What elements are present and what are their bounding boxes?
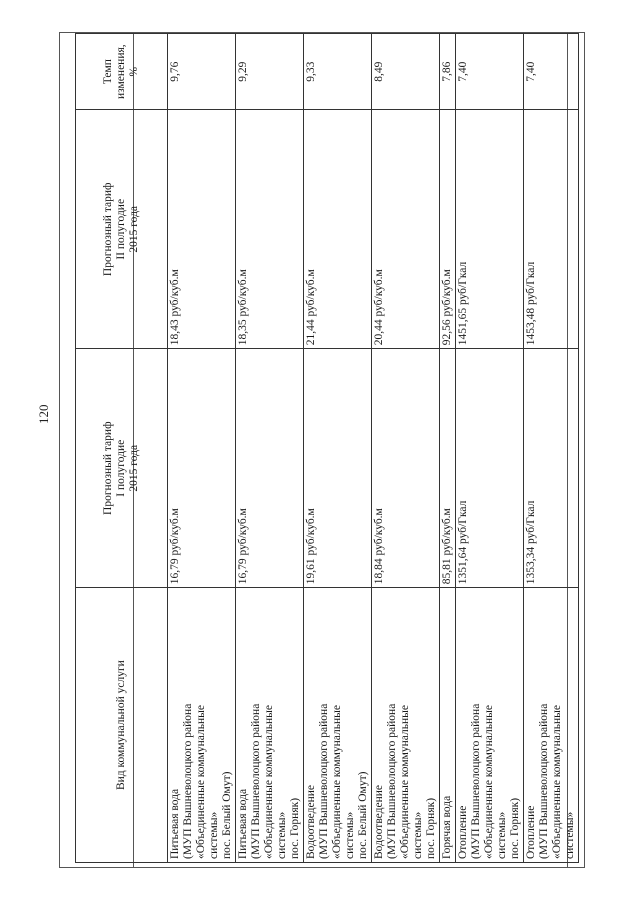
header-rate-line: изменения, [115,44,127,99]
header-service [76,588,168,863]
service-cell [168,588,236,863]
header-rate [76,34,168,110]
tariff-h1-cell: 1353,34 руб/Гкал [524,349,579,588]
rate-cell: 8,49 [372,34,440,110]
service-line: Отопление [525,805,537,859]
tariff-h1-cell: 19,61 руб/куб.м [304,349,372,588]
header-service-label: Вид коммунальной услуги [115,660,127,791]
table-row [524,34,579,863]
service-line: «Объединенные коммунальные [399,705,411,859]
tariff-h1-cell: 18,84 руб/куб.м [372,349,440,588]
service-cell [456,588,524,863]
tariff-h2-cell: 21,44 руб/куб.м [304,110,372,349]
service-line: «Объединенные коммунальные [551,705,563,859]
service-line: пос. Горняк) [509,797,521,859]
service-line: (МУП Вышневолоцкого района [470,703,482,859]
header-tariff-h2-line: 2015 года [128,205,140,253]
header-tariff-h2-line: Прогнозный тариф [102,182,114,277]
tariff-h1-cell: 1351,64 руб/Гкал [456,349,524,588]
rate-cell: 9,33 [304,34,372,110]
service-line: пос. Белый Омут) [221,771,233,859]
service-cell [440,588,456,863]
rate-cell: 9,76 [168,34,236,110]
service-line: системы» [344,811,356,859]
service-line: системы» [564,811,576,859]
service-line: системы» [496,811,508,859]
service-line: «Объединенные коммунальные [195,705,207,859]
service-line: «Объединенные коммунальные [331,705,343,859]
header-tariff-h1-line: I полугодие [115,439,127,497]
tariff-table [75,33,579,863]
service-line: (МУП Вышневолоцкого района [386,703,398,859]
rate-cell: 9,29 [236,34,304,110]
header-tariff-h1 [76,349,168,588]
service-line: пос. Горняк) [289,797,301,859]
service-line: (МУП Вышневолоцкого района [318,703,330,859]
service-line: Горячая вода [441,795,453,859]
rate-cell: 7,86 [440,34,456,110]
service-line: пос. Горняк) [425,797,437,859]
service-line: Отопление [457,805,469,859]
table-row [372,34,440,863]
service-cell [304,588,372,863]
table-row [236,34,304,863]
tariff-h1-cell: 85,81 руб/куб.м [440,349,456,588]
service-line: системы» [276,811,288,859]
tariff-h2-cell: 18,43 руб/куб.м [168,110,236,349]
service-line: (МУП Вышневолоцкого района [538,703,550,859]
service-line: «Объединенные коммунальные [483,705,495,859]
tariff-h2-cell: 92,56 руб/куб.м [440,110,456,349]
rate-cell: 7,40 [456,34,524,110]
header-tariff-h1-line: 2015 года [128,444,140,492]
service-line: Водоотведение [305,785,317,859]
service-line: «Объединенные коммунальные [263,705,275,859]
tariff-h1-cell: 16,79 руб/куб.м [168,349,236,588]
service-line: (МУП Вышневолоцкого района [182,703,194,859]
table-row [456,34,524,863]
table-row [440,34,456,863]
header-tariff-h2-line: II полугодие [115,198,127,260]
service-line: системы» [412,811,424,859]
table-row [304,34,372,863]
table-header-row [76,34,168,863]
header-tariff-h1-line: Прогнозный тариф [102,421,114,515]
table-row [168,34,236,863]
header-rate-line: Темп [102,59,114,85]
service-cell [524,588,579,863]
tariff-h2-cell: 1451,65 руб/Гкал [456,110,524,349]
header-rate-line: % [128,66,140,77]
service-line: системы» [208,811,220,859]
rate-cell: 7,40 [524,34,579,110]
service-line: пос. Белый Омут) [357,771,369,859]
tariff-h2-cell: 20,44 руб/куб.м [372,110,440,349]
service-cell [372,588,440,863]
tariff-h2-cell: 18,35 руб/куб.м [236,110,304,349]
page-number: 120 [36,404,51,424]
service-line: Питьевая вода [237,788,249,859]
service-cell [236,588,304,863]
header-tariff-h2 [76,110,168,349]
rotated-table-container [75,33,576,863]
service-line: Питьевая вода [169,788,181,859]
tariff-h2-cell: 1453,48 руб/Гкал [524,110,579,349]
service-line: Водоотведение [373,785,385,859]
service-line: (МУП Вышневолоцкого района [250,703,262,859]
tariff-h1-cell: 16,79 руб/куб.м [236,349,304,588]
